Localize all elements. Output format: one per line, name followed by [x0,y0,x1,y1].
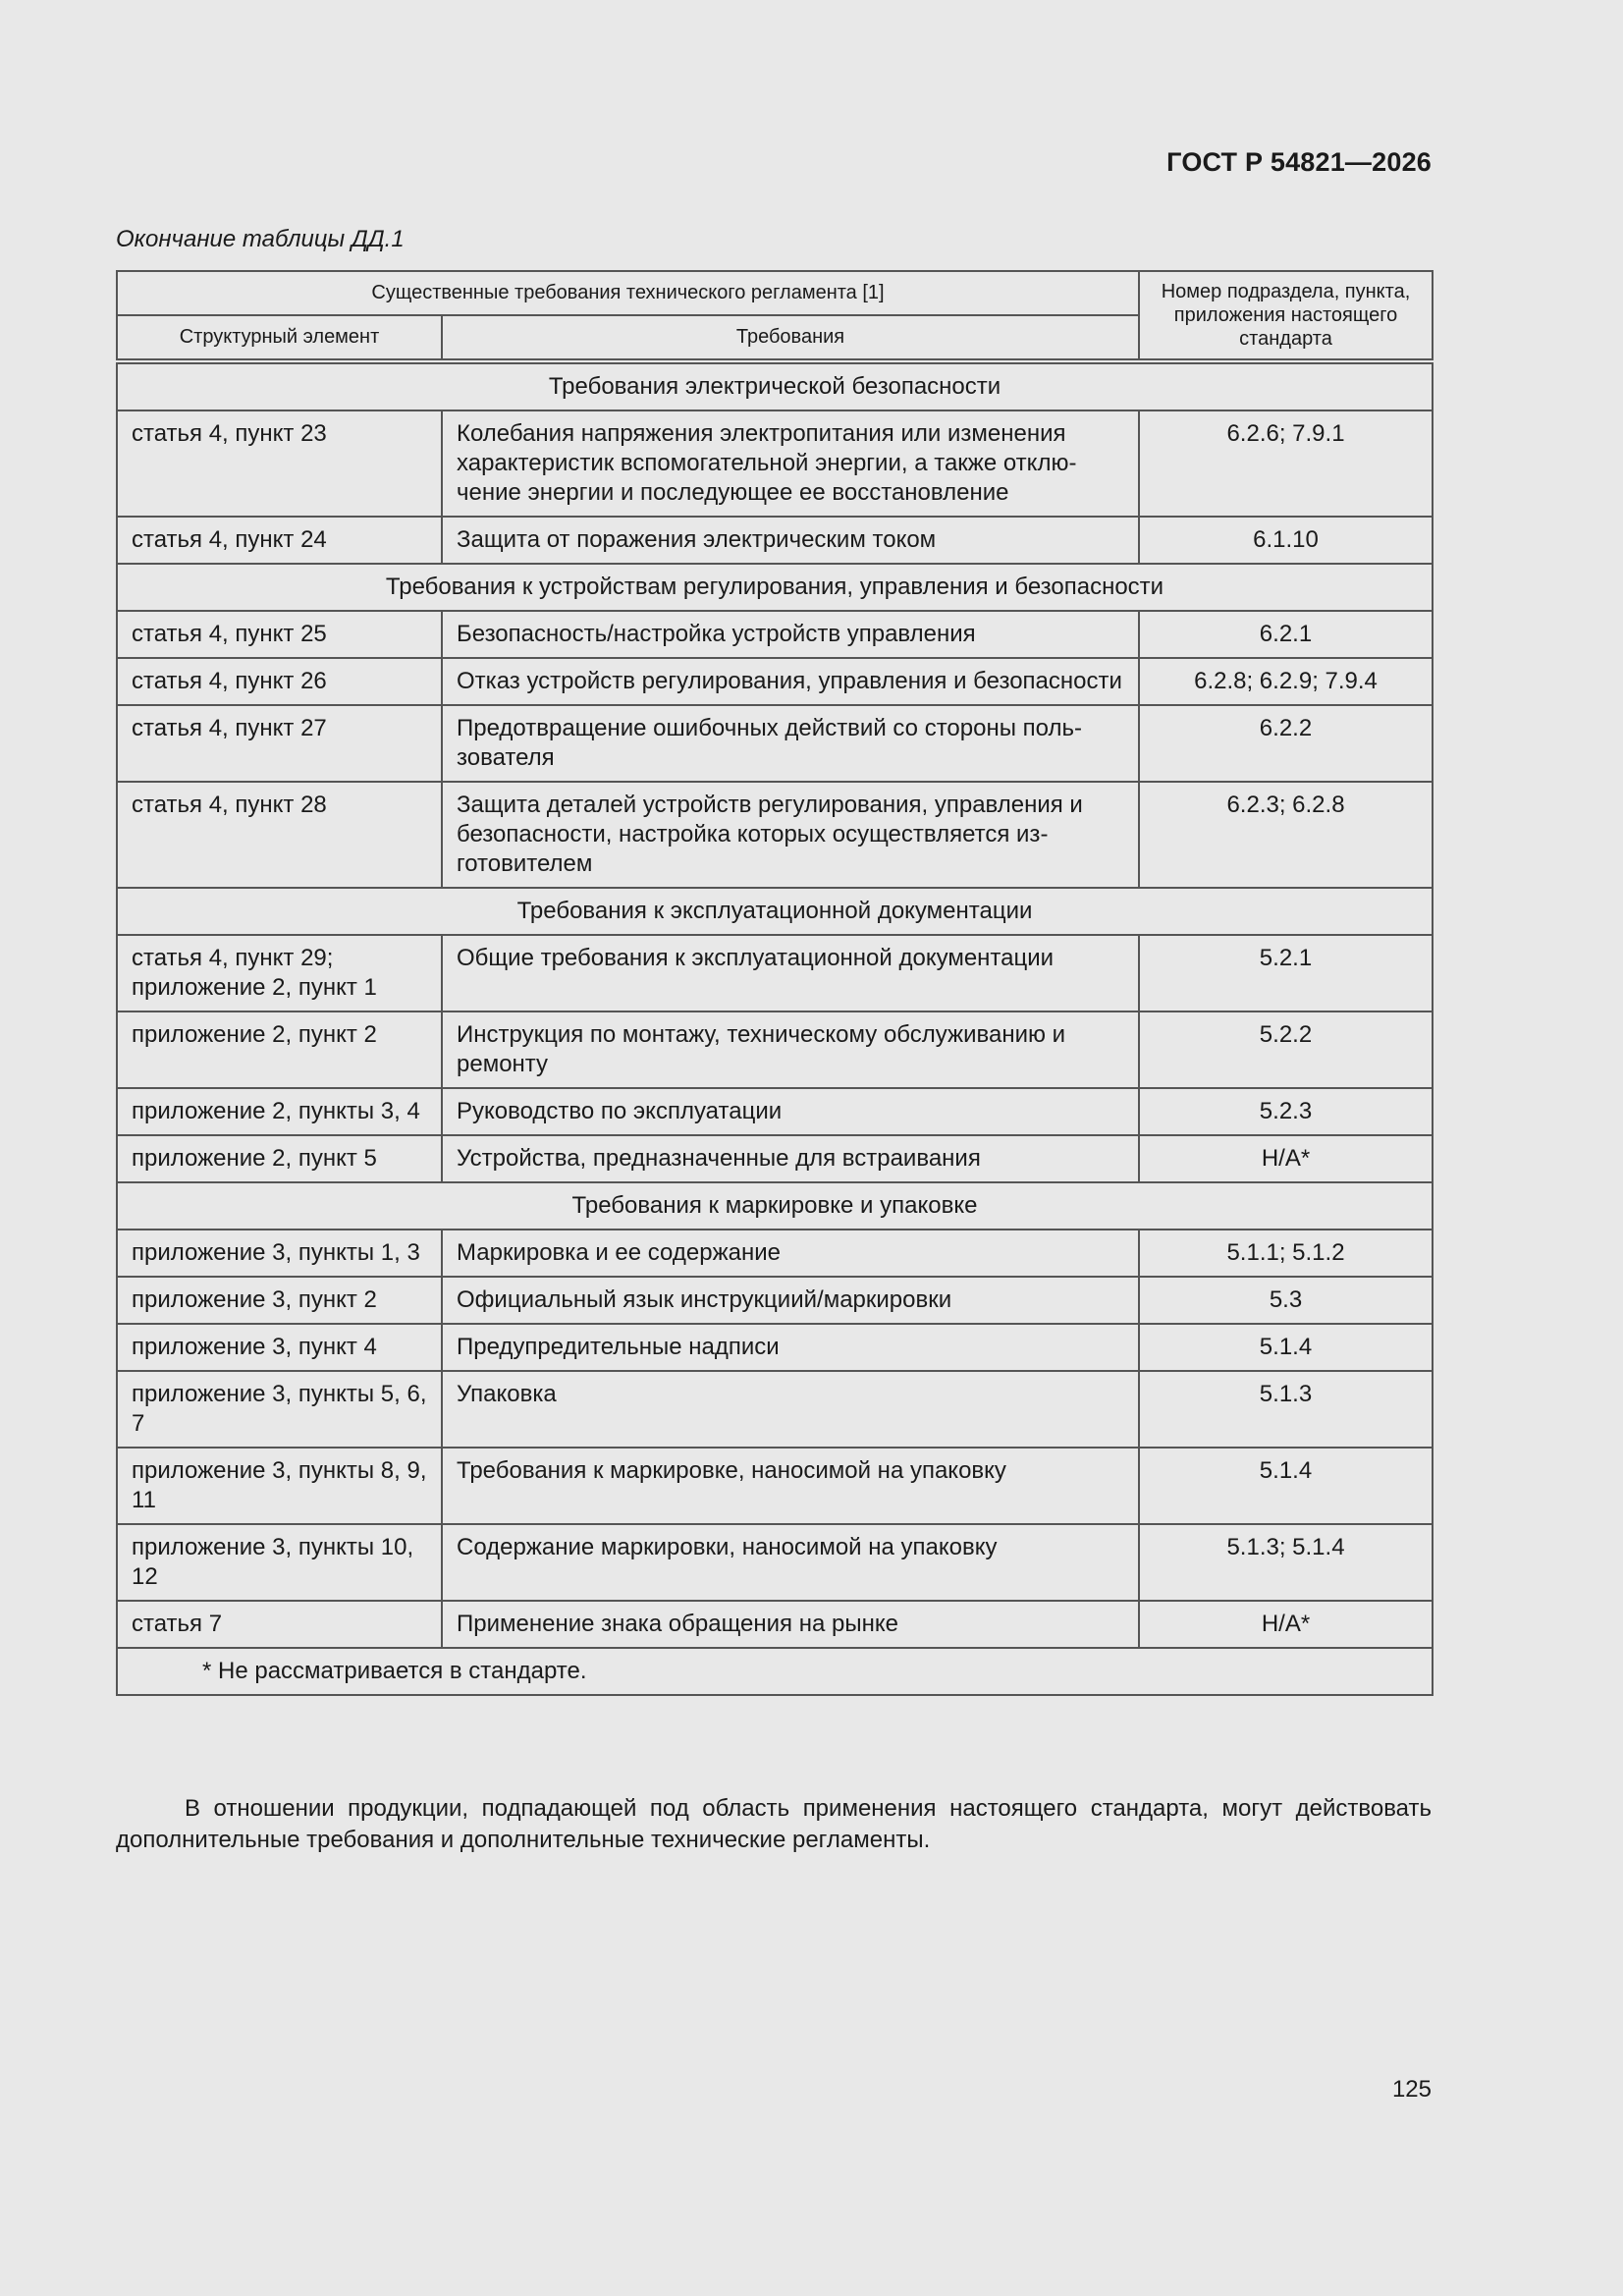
structural-element-cell: приложение 3, пункты 8, 9, 11 [117,1448,442,1524]
section-header-row [117,361,1433,410]
table-row [117,1324,1433,1371]
structural-element-cell: статья 7 [117,1601,442,1648]
table-row [117,517,1433,564]
requirement-cell: Содержание маркировки, наносимой на упаковку [442,1524,1139,1601]
table-row [117,1230,1433,1277]
requirement-cell: Руководство по эксплуатации [442,1088,1139,1135]
requirement-cell: Предотвращение ошибочных действий со стороны пользователя [442,705,1139,782]
requirement-cell: Маркировка и ее содержание [442,1230,1139,1277]
structural-element-cell: статья 4, пункт 26 [117,658,442,705]
structural-element-cell: приложение 3, пункт 4 [117,1324,442,1371]
standard-reference-cell: Н/А* [1139,1135,1433,1182]
header-group: Существенные требования технического регламента [1] [117,271,1139,315]
section-title: Требования к устройствам регулирования, управления и безопасности [117,564,1433,611]
table-body [117,361,1433,1695]
structural-element-cell: приложение 3, пункты 5, 6, 7 [117,1371,442,1448]
requirements-table [116,270,1434,1696]
requirement-cell: Общие требования к эксплуатационной документации [442,935,1139,1011]
requirement-cell: Отказ устройств регулирования, управления и безопасности [442,658,1139,705]
standard-reference-cell: 6.1.10 [1139,517,1433,564]
standard-reference-cell: 6.2.8; 6.2.9; 7.9.4 [1139,658,1433,705]
table-row [117,658,1433,705]
document-code: ГОСТ Р 54821—2026 [1166,147,1432,177]
standard-reference-cell: 6.2.3; 6.2.8 [1139,782,1433,888]
structural-element-cell: приложение 3, пункт 2 [117,1277,442,1324]
requirement-cell: Требования к маркировке, наносимой на упаковку [442,1448,1139,1524]
table-caption: Окончание таблицы ДД.1 [116,226,405,252]
standard-reference-cell: 6.2.1 [1139,611,1433,658]
table-row [117,1524,1433,1601]
requirement-cell: Применение знака обращения на рынке [442,1601,1139,1648]
section-header-row [117,888,1433,935]
table-row [117,611,1433,658]
table-row [117,705,1433,782]
table-row [117,782,1433,888]
page-number: 125 [1391,2076,1432,2103]
structural-element-cell: статья 4, пункт 28 [117,782,442,888]
section-title: Требования электрической безопасности [117,361,1433,410]
structural-element-cell: статья 4, пункт 25 [117,611,442,658]
standard-reference-cell: 5.1.4 [1139,1324,1433,1371]
header-requirements: Требования [442,315,1139,361]
structural-element-cell: приложение 3, пункты 1, 3 [117,1230,442,1277]
table-row [117,1011,1433,1088]
section-title: Требования к маркировке и упаковке [117,1182,1433,1230]
standard-reference-cell: 5.1.3; 5.1.4 [1139,1524,1433,1601]
table-row [117,1601,1433,1648]
structural-element-cell: статья 4, пункт 24 [117,517,442,564]
footnote-row [117,1648,1433,1695]
standard-reference-cell: 6.2.6; 7.9.1 [1139,410,1433,517]
table-row [117,935,1433,1011]
table-row [117,1135,1433,1182]
standard-reference-cell: 5.2.2 [1139,1011,1433,1088]
section-title: Требования к эксплуатационной документации [117,888,1433,935]
requirement-cell: Устройства, предназначенные для встраивания [442,1135,1139,1182]
structural-element-cell: приложение 2, пункты 3, 4 [117,1088,442,1135]
table-footnote: * Не рассматривается в стандарте. [117,1648,1433,1695]
requirement-cell: Колебания напряжения электропитания или изменения характеристик вспомогательной энергии, а также отключение энергии и последующее ее восстановление [442,410,1139,517]
table-row [117,1448,1433,1524]
structural-element-cell: приложение 2, пункт 5 [117,1135,442,1182]
header-element: Структурный элемент [117,315,442,361]
requirement-cell: Предупредительные надписи [442,1324,1139,1371]
requirement-cell: Официальный язык инструкциий/маркировки [442,1277,1139,1324]
table-row [117,410,1433,517]
standard-reference-cell: 5.1.4 [1139,1448,1433,1524]
requirement-cell: Упаковка [442,1371,1139,1448]
structural-element-cell: статья 4, пункт 29; приложение 2, пункт 1 [117,935,442,1011]
standard-reference-cell: 5.1.3 [1139,1371,1433,1448]
structural-element-cell: статья 4, пункт 23 [117,410,442,517]
standard-reference-cell: Н/А* [1139,1601,1433,1648]
requirement-cell: Инструкция по монтажу, техническому обслуживанию и ремонту [442,1011,1139,1088]
header-ref: Номер подраздела, пункта, приложения настоящего стандарта [1139,271,1433,361]
table-row [117,1088,1433,1135]
closing-paragraph: В отношении продукции, подпадающей под область применения настоящего стандарта, могут действовать дополнительные требования и дополнительные технические регламенты. [116,1795,1432,1853]
standard-reference-cell: 5.2.1 [1139,935,1433,1011]
standard-reference-cell: 5.1.1; 5.1.2 [1139,1230,1433,1277]
structural-element-cell: приложение 2, пункт 2 [117,1011,442,1088]
standard-reference-cell: 5.2.3 [1139,1088,1433,1135]
table-row [117,1277,1433,1324]
table-row [117,1371,1433,1448]
structural-element-cell: статья 4, пункт 27 [117,705,442,782]
section-header-row [117,1182,1433,1230]
requirement-cell: Безопасность/настройка устройств управления [442,611,1139,658]
requirement-cell: Защита от поражения электрическим током [442,517,1139,564]
standard-reference-cell: 5.3 [1139,1277,1433,1324]
section-header-row [117,564,1433,611]
requirement-cell: Защита деталей устройств регулирования, управления и безопасности, настройка которых осуществляется изготовителем [442,782,1139,888]
standard-reference-cell: 6.2.2 [1139,705,1433,782]
structural-element-cell: приложение 3, пункты 10, 12 [117,1524,442,1601]
